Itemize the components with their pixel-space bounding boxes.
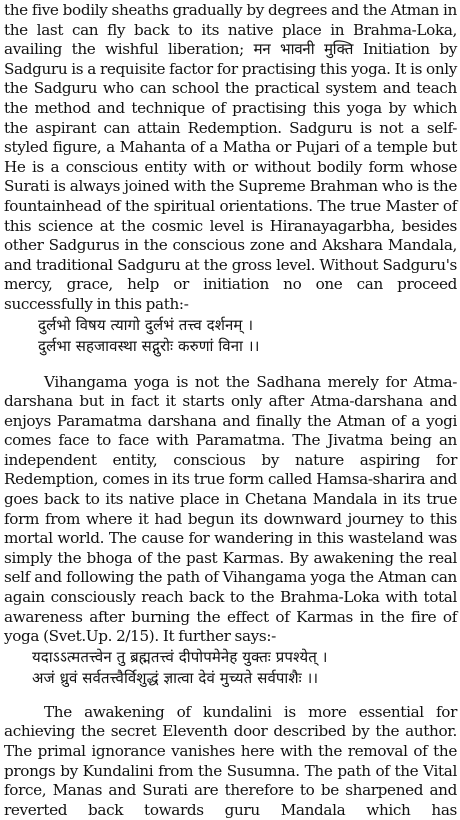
book-page: [0, 1, 460, 819]
paragraph-kundalini: The awakening of kundalini is more essential for achieving the secret Eleventh door described by the author. The primal ignorance vanishes here with the removal of the prongs by Kundalini from the Susumna. The path of the Vital force, Manas and Surati are therefore to be sharpened and reverted back towards guru Mandala which has: [4, 702, 457, 819]
paragraph-vihangama-yoga: Vihangama yoga is not the Sadhana merely for Atma-darshana but in fact it starts only after Atma-darshana and enjoys Paramatma darshana and finally the Atman of a yogi comes face to face with Paramatma. The Jivatma being an independent entity, conscious by nature aspiring for Redemption, comes in its true form called Hamsa-sharira and goes back to its native place in Chetana Mandala in its true form from where it had begun its downward journey to this mortal world. The cause for wandering in this wasteland was simply the bhoga of the past Karmas. By awakening the real self and following the path of Vihangama yoga the Atman can again consciously reach back to the Brahma-Loka with total awareness after burning the effect of Karmas in the fire of yoga (Svet.Up. 2/15). It further says:-: [4, 372, 457, 646]
sanskrit-verse-line-2: दुर्लभा सहजावस्था सद्गुरोः करुणां विना ।।: [38, 336, 260, 355]
sanskrit-verse-line-4: अजं ध्रुवं सर्वतत्त्वैर्विशुद्धं ज्ञात्वा देवं मुच्यते सर्वपाशैः ।।: [32, 668, 319, 687]
paragraph-spacer: [4, 357, 457, 373]
paragraph-sadguru-initiation: the five bodily sheaths gradually by degrees and the Atman in the last can fly back to its native place in Brahma-Loka, availing the wishful liberation; मन भावनी मुक्ति Initiation by Sadguru is a requisite factor for practising this yoga. It is only the Sadguru who can school the practical system and teach the method and technique of practising this yoga by which the aspirant can attain Redemption. Sadguru is not a self-styled figure, a Mahanta of a Matha or Pujari of a temple but He is a conscious entity with or without bodily form whose Surati is always joined with the Supreme Brahman who is the fountainhead of the spiritual orientations. The true Master of this science at the cosmic level is Hiranayagarbha, besides other Sadgurus in the conscious zone and Akshara Mandala, and traditional Sadguru at the gross level. Without Sadguru's mercy, grace, help or initiation no one can proceed successfully in this path:-: [4, 1, 457, 313]
sanskrit-verse-line-1: दुर्लभो विषय त्यागो दुर्लभं तत्त्व दर्शनम् ।: [38, 315, 254, 334]
paragraph-spacer: [4, 689, 457, 703]
sanskrit-verse-line-3: यदाऽऽत्मतत्त्वेन तु ब्रह्मतत्त्वं दीपोपमेनेह युक्तः प्रपश्येत् ।: [32, 647, 328, 666]
